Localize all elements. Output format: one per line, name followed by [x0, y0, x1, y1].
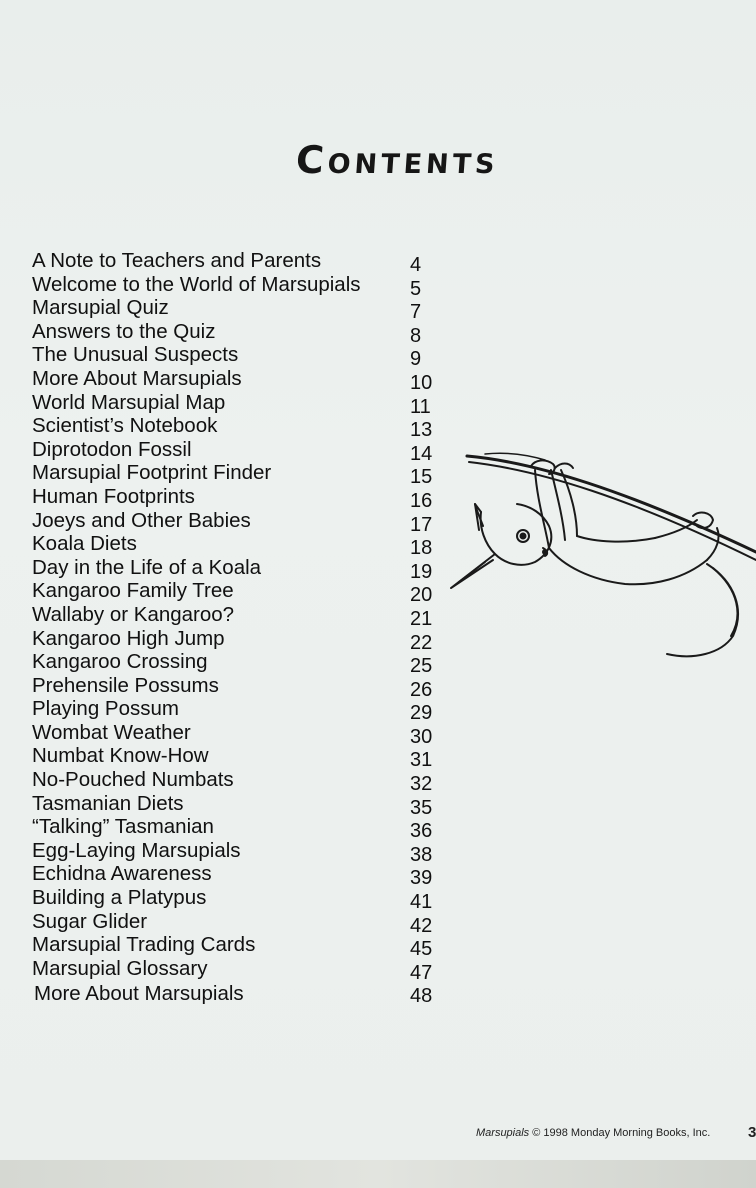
toc-item	[32, 366, 452, 394]
toc-item-page: 31	[410, 749, 433, 772]
toc-item-page: 10	[410, 371, 433, 394]
toc-item-label: More About Marsupials	[32, 366, 242, 390]
toc-item-page: 36	[410, 820, 433, 843]
toc-item-label: Koala Diets	[32, 532, 137, 556]
toc-item	[32, 272, 452, 300]
toc-item-label: “Talking” Tasmanian	[32, 815, 214, 839]
toc-item-page: 19	[410, 560, 433, 583]
toc-item	[32, 461, 452, 489]
toc-item-page: 14	[410, 442, 433, 465]
toc-item-label: Kangaroo High Jump	[32, 626, 225, 650]
toc-item	[32, 484, 452, 512]
toc-item-label: A Note to Teachers and Parents	[32, 249, 322, 272]
toc-last-item-page: 48	[410, 985, 433, 1008]
toc-item	[32, 791, 452, 819]
toc-item-label: Marsupial Footprint Finder	[32, 461, 272, 485]
toc-item-label: Echidna Awareness	[32, 862, 212, 886]
toc-item-page: 20	[410, 584, 433, 607]
toc-item	[32, 555, 452, 583]
toc-item	[32, 909, 452, 937]
toc-item	[32, 249, 452, 276]
toc-item-page: 4	[410, 254, 422, 276]
toc-item-label: Joeys and Other Babies	[32, 508, 251, 532]
page-title: Contents	[294, 138, 501, 182]
toc-item	[32, 956, 452, 984]
toc-item	[32, 697, 452, 725]
toc-item-label: Numbat Know-How	[32, 744, 209, 768]
background-surface	[0, 1160, 756, 1188]
footer-copyright-text: © 1998 Monday Morning Books, Inc.	[529, 1127, 711, 1139]
toc-item	[32, 579, 452, 607]
toc-item	[32, 626, 452, 654]
toc-item-label: Playing Possum	[32, 697, 179, 721]
toc-item	[32, 768, 452, 796]
toc-item-page: 42	[410, 914, 433, 937]
toc-item	[32, 862, 452, 890]
toc-item-label: Kangaroo Crossing	[32, 650, 208, 674]
toc-item	[32, 414, 452, 442]
toc-item-label: Prehensile Possums	[32, 673, 219, 697]
toc-item-page: 15	[410, 466, 433, 489]
toc-item-label: The Unusual Suspects	[32, 343, 239, 367]
toc-item-page: 47	[410, 961, 433, 984]
toc-item	[32, 343, 452, 371]
toc-item-page: 45	[410, 938, 433, 961]
toc-item	[32, 508, 452, 536]
toc-item	[32, 744, 452, 772]
footer-copyright	[476, 1127, 710, 1139]
toc-item-page: 41	[410, 891, 433, 914]
toc-item-label: Building a Platypus	[32, 886, 207, 910]
toc-item-label: Wallaby or Kangaroo?	[32, 602, 235, 626]
table-of-contents	[32, 249, 452, 1008]
toc-item-page: 32	[410, 773, 433, 796]
toc-item-label: Kangaroo Family Tree	[32, 579, 234, 603]
toc-item	[32, 296, 452, 324]
toc-item	[32, 673, 452, 701]
toc-item	[32, 886, 452, 914]
toc-item-page: 26	[410, 678, 433, 701]
toc-item-label: Wombat Weather	[32, 720, 191, 744]
toc-item-page: 22	[410, 631, 433, 654]
toc-item-label: Answers to the Quiz	[32, 319, 216, 343]
toc-item-page: 25	[410, 655, 433, 678]
toc-item-label: Marsupial Glossary	[32, 956, 208, 980]
toc-item	[32, 437, 452, 465]
toc-item-label: World Marsupial Map	[32, 390, 226, 414]
toc-item-page: 30	[410, 725, 433, 748]
toc-item-label: Tasmanian Diets	[32, 791, 184, 815]
toc-item-page: 16	[410, 489, 433, 512]
toc-item-page: 39	[410, 867, 433, 890]
toc-item	[32, 390, 452, 418]
toc-item-page: 13	[410, 419, 433, 442]
toc-item-page: 35	[410, 796, 433, 819]
toc-item	[32, 319, 452, 347]
toc-item-page: 29	[410, 702, 433, 725]
toc-item-page: 38	[410, 843, 433, 866]
toc-item	[32, 933, 452, 961]
toc-item-label: Welcome to the World of Marsupials	[32, 272, 361, 296]
toc-item-label: Diprotodon Fossil	[32, 437, 192, 461]
toc-last-item-label: More About Marsupials	[34, 982, 244, 1005]
toc-item-label: Marsupial Quiz	[32, 296, 169, 320]
toc-item-page: 11	[410, 395, 431, 418]
toc-item-label: Marsupial Trading Cards	[32, 933, 256, 957]
toc-item-label: Human Footprints	[32, 484, 195, 508]
toc-item-page: 9	[410, 348, 422, 371]
toc-item-page: 8	[410, 324, 422, 347]
toc-item-label: Scientist’s Notebook	[32, 414, 218, 438]
footer-book-title: Marsupials	[476, 1127, 530, 1139]
toc-item	[32, 650, 452, 678]
toc-item	[32, 720, 452, 748]
toc-item-page: 18	[410, 537, 433, 560]
toc-item-page: 5	[410, 277, 422, 300]
toc-item	[32, 602, 452, 630]
toc-item	[32, 838, 452, 866]
possum-illustration	[445, 440, 756, 680]
toc-item	[32, 532, 452, 560]
toc-item-label: Egg-Laying Marsupials	[32, 838, 241, 862]
toc-item-page: 7	[410, 301, 422, 324]
toc-item-page: 17	[410, 513, 433, 536]
toc-item-label: Sugar Glider	[32, 909, 148, 933]
toc-item-label: No-Pouched Numbats	[32, 768, 234, 792]
toc-item	[32, 815, 452, 843]
toc-item-label: Day in the Life of a Koala	[32, 555, 262, 579]
page-number: 3	[748, 1124, 756, 1141]
toc-item-page: 21	[410, 607, 433, 630]
